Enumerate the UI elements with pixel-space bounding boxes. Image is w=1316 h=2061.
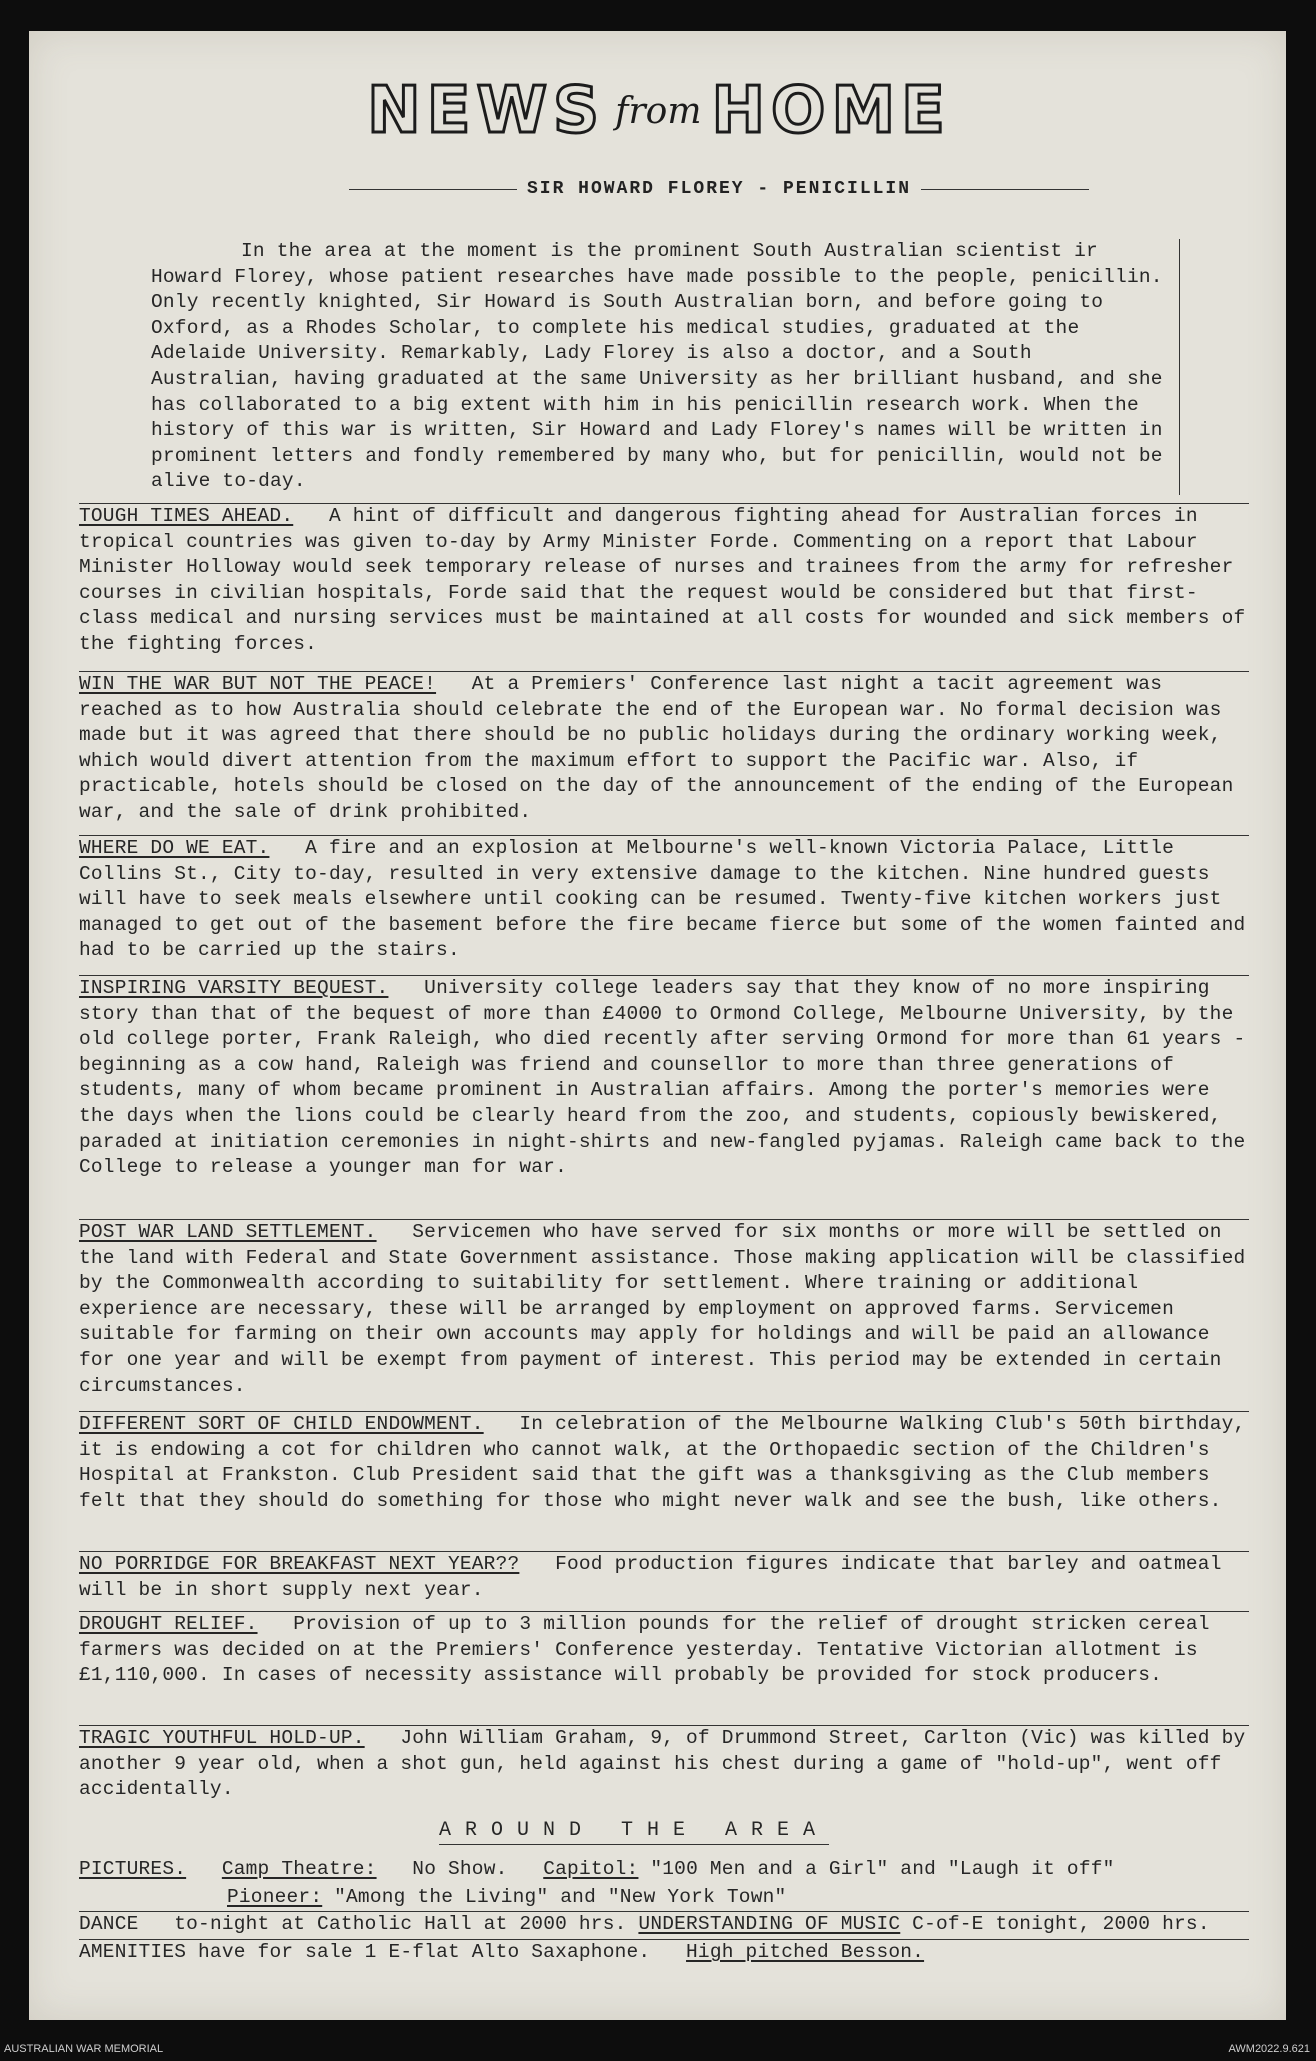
amenities-label: AMENITIES — [79, 1941, 187, 1963]
news-text: Food production figures indicate that barley and oatmeal will be in short supply next year. — [79, 1553, 1222, 1601]
pioneer-line — [227, 1885, 1227, 1911]
news-text: Provision of up to 3 million pounds for the relief of drought stricken cereal farmers was decided on at the Premiers' Conference yesterday. Tentative Victorian allotment is £1,110,000. In cases of necessity assistance will probably be provided for stock producers. — [79, 1613, 1210, 1687]
pioneer-label: Pioneer: — [227, 1886, 323, 1908]
amenities-extra: High pitched Besson. — [686, 1941, 925, 1963]
masthead-news: NEWS — [367, 74, 606, 148]
news-item — [79, 835, 1249, 964]
masthead-from: from — [615, 90, 702, 132]
pioneer-show: "Among the Living" and "New York Town" — [334, 1886, 787, 1908]
news-headline: TOUGH TIMES AHEAD. — [79, 505, 294, 527]
news-text: Servicemen who have served for six months or more will be settled on the land with Federal and State Government assistance. Those making application will be classified by the Commonwealth according to suitability for settlement. Where training or additional experience are necessary, these will be arranged by employment on approved farms. Servicemen suitable for farming on their own accounts may apply for holdings and will be paid an allowance for one year and will be exempt from payment of interest. This period may be extended in certain circumstances. — [79, 1221, 1246, 1397]
news-headline: NO PORRIDGE FOR BREAKFAST NEXT YEAR?? — [79, 1553, 520, 1575]
news-item — [79, 1551, 1249, 1603]
masthead — [329, 71, 989, 151]
masthead-home: HOME — [711, 74, 951, 148]
news-item — [79, 1219, 1249, 1399]
news-headline: INSPIRING VARSITY BEQUEST. — [79, 977, 389, 999]
news-headline: POST WAR LAND SETTLEMENT. — [79, 1221, 377, 1243]
news-item — [79, 671, 1249, 826]
music-label: UNDERSTANDING OF MUSIC — [638, 1913, 901, 1935]
archive-id: AWM2022.9.621 — [1228, 2043, 1310, 2055]
lead-article: In the area at the moment is the prominent South Australian scientist ir Howard Florey, whose patient researches have made possible to the people, penicillin. Only recently knighted, Sir Howard is South Australian born, and before going to Oxford, as a Rhodes Scholar, to complete his medical studies, graduated at the Adelaide University. Remarkably, Lady Florey is also a doctor, and a South Australian, having graduated at the same University as her brilliant husband, and she has collaborated to a big extent with him in his penicillin research work. When the history of this war is written, Sir Howard and Lady Florey's names will be written in prominent letters and fondly remembered by many who, but for penicillin, would not be alive to-day. — [151, 239, 1180, 495]
news-item — [79, 1611, 1249, 1689]
news-text: A hint of difficult and dangerous fighting ahead for Australian forces in tropical countries was given to-day by Army Minister Forde. Commenting on a report that Labour Minister Holloway would seek temporary release of nurses and trainees from the army for refresher courses in civilian hospitals, Forde said that the request would be considered but that first-class medical and nursing services must be maintained at all costs for wounded and sick members of the fighting forces. — [79, 505, 1246, 655]
amenities-line — [79, 1939, 1249, 1966]
news-headline: DIFFERENT SORT OF CHILD ENDOWMENT. — [79, 1413, 484, 1435]
news-item — [79, 1411, 1249, 1514]
camp-theatre-label: Camp Theatre: — [221, 1858, 377, 1880]
subheading-row — [349, 179, 1089, 199]
news-headline: WIN THE WAR BUT NOT THE PEACE! — [79, 673, 437, 695]
pictures-line — [79, 1857, 1249, 1883]
around-the-area-title: AROUND THE AREA — [439, 1819, 829, 1845]
archive-name: AUSTRALIAN WAR MEMORIAL — [4, 2043, 164, 2055]
news-headline: WHERE DO WE EAT. — [79, 837, 270, 859]
newsletter-page — [29, 31, 1286, 2020]
dance-line — [79, 1911, 1249, 1938]
dance-text: to-night at Catholic Hall at 2000 hrs. — [174, 1913, 627, 1935]
capitol-label: Capitol: — [543, 1858, 639, 1880]
subheading: SIR HOWARD FLOREY - PENICILLIN — [526, 179, 912, 199]
news-text: A fire and an explosion at Melbourne's well-known Victoria Palace, Little Collins St., City to-day, resulted in very extensive damage to the kitchen. Nine hundred guests will have to seek meals elsewhere until cooking can be resumed. Twenty-five kitchen workers just managed to get out of the basement before the fire became fierce but some of the women fainted and had to be carried up the stairs. — [79, 837, 1246, 962]
news-item — [79, 975, 1249, 1181]
news-text: In celebration of the Melbourne Walking Club's 50th birthday, it is endowing a cot for children who cannot walk, at the Orthopaedic section of the Children's Hospital at Frankston. Club President said that the gift was a thanksgiving as the Club members felt that they should do something for those who might never walk and see the bush, like others. — [79, 1413, 1246, 1512]
subheading-rule-left — [349, 189, 517, 190]
news-item — [79, 503, 1249, 658]
archive-footer — [0, 2038, 1316, 2061]
pictures-label: PICTURES. — [79, 1858, 187, 1880]
news-text: University college leaders say that they know of no more inspiring story than that of the bequest of more than £4000 to Ormond College, Melbourne University, by the old college porter, Frank Raleigh, who died recently after serving Ormond for more than 61 years - beginning as a cow hand, Raleigh was friend and counsellor to more than three generations of students, many of whom became prominent in Australian affairs. Among the porter's memories were the days when the lions could be clearly heard from the zoo, and students, copiously bewiskered, paraded at initiation ceremonies in night-shirts and new-fangled pyjamas. Raleigh came back to the College to release a younger man for war. — [79, 977, 1246, 1179]
dance-label: DANCE — [79, 1913, 139, 1935]
news-headline: TRAGIC YOUTHFUL HOLD-UP. — [79, 1727, 365, 1749]
camp-theatre-show: No Show. — [412, 1858, 508, 1880]
news-item — [79, 1725, 1249, 1803]
news-text: At a Premiers' Conference last night a tacit agreement was reached as to how Australia should celebrate the end of the European war. No formal decision was made but it was agreed that there should be no public holidays during the ordinary working week, which would divert attention from the maximum effort to support the Pacific war. Also, if practicable, hotels should be closed on the day of the announcement of the ending of the European war, and the sale of drink prohibited. — [79, 673, 1234, 823]
news-text: John William Graham, 9, of Drummond Street, Carlton (Vic) was killed by another 9 year old, when a shot gun, held against his chest during a game of "hold-up", went off accidentally. — [79, 1727, 1246, 1801]
capitol-show: "100 Men and a Girl" and "Laugh it off" — [650, 1858, 1115, 1880]
music-text: C-of-E tonight, 2000 hrs. — [912, 1913, 1210, 1935]
subheading-rule-right — [921, 189, 1089, 190]
amenities-text: have for sale 1 E-flat Alto Saxaphone. — [198, 1941, 651, 1963]
news-headline: DROUGHT RELIEF. — [79, 1613, 258, 1635]
